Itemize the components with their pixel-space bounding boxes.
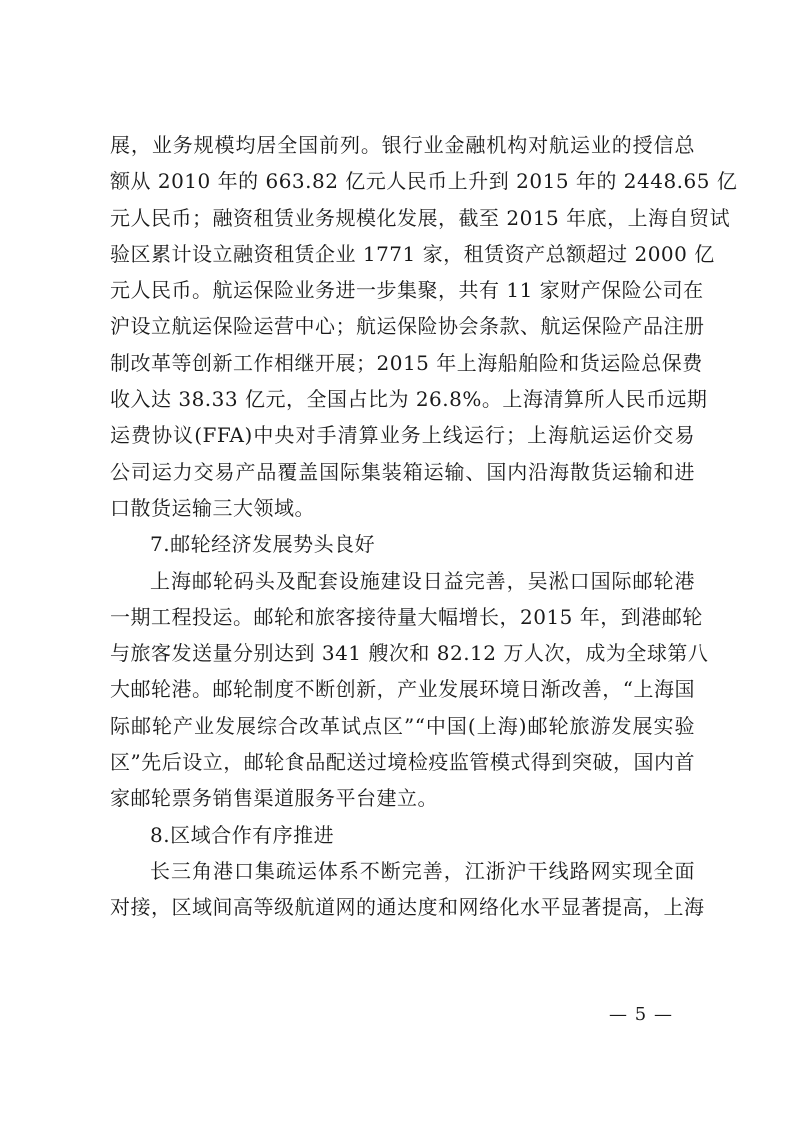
text-line: 收入达 38.33 亿元，全国占比为 26.8%。上海清算所人民币远期: [110, 387, 708, 412]
paragraph-regional: [110, 853, 705, 926]
text-line: 区”先后设立，邮轮食品配送过境检疫监管模式得到突破，国内首: [110, 750, 695, 775]
heading-cruise-economy: [110, 526, 695, 562]
text-line: 一期工程投运。邮轮和旅客接待量大幅增长，2015 年，到港邮轮: [110, 604, 703, 629]
text-line: 口散货运输三大领域。: [110, 495, 315, 520]
body-text: [110, 127, 738, 926]
text-line: 元人民币。航运保险业务进一步集聚，共有 11 家财产保险公司在: [110, 278, 704, 303]
text-line: 上海邮轮码头及配套设施建设日益完善，吴淞口国际邮轮港: [150, 568, 695, 593]
text-line: 沪设立航运保险运营中心；航运保险协会条款、航运保险产品注册: [110, 314, 705, 339]
text-line: 7.邮轮经济发展势头良好: [150, 532, 376, 557]
text-line: 长三角港口集疏运体系不断完善，江浙沪干线路网实现全面: [150, 858, 695, 883]
text-line: 与旅客发送量分别达到 341 艘次和 82.12 万人次，成为全球第八: [110, 641, 709, 666]
text-line: 8.区域合作有序推进: [150, 822, 335, 847]
text-line: 额从 2010 年的 663.82 亿元人民币上升到 2015 年的 2448.65 亿: [110, 169, 738, 194]
paragraph-cruise: [110, 563, 709, 817]
text-line: 展，业务规模均居全国前列。银行业金融机构对航运业的授信总: [110, 133, 695, 157]
text-line: 验区累计设立融资租赁企业 1771 家，租赁资产总额超过 2000 亿: [110, 241, 715, 266]
heading-regional-cooperation: [110, 817, 695, 853]
text-line: 家邮轮票务销售渠道服务平台建立。: [110, 786, 438, 811]
text-line: 制改革等创新工作相继开展；2015 年上海船舶险和货运险总保费: [110, 350, 703, 375]
text-line: 公司运力交易产品覆盖国际集装箱运输、国内沿海散货运输和进: [110, 459, 695, 484]
text-line: 元人民币；融资租赁业务规模化发展，截至 2015 年底，上海自贸试: [110, 205, 731, 230]
page-number: — 5 —: [609, 1004, 673, 1025]
text-line: 大邮轮港。邮轮制度不断创新，产业发展环境日渐改善，“上海国: [110, 677, 695, 702]
text-line: 运费协议(FFA)中央对手清算业务上线运行；上海航运运价交易: [110, 423, 695, 448]
text-line: 际邮轮产业发展综合改革试点区”“中国(上海)邮轮旅游发展实验: [110, 713, 695, 738]
paragraph-finance: [110, 127, 738, 526]
text-line: 对接，区域间高等级航道网的通达度和网络化水平显著提高，上海: [110, 895, 705, 920]
